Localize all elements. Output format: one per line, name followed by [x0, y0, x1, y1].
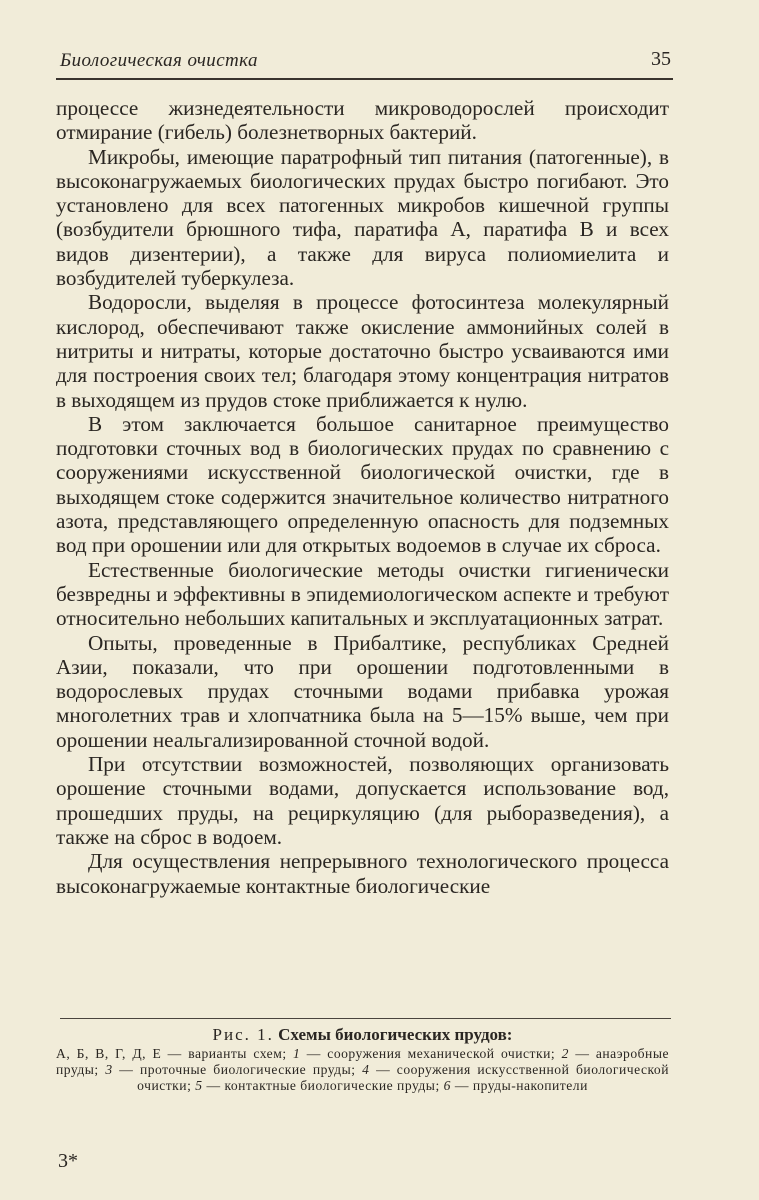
body-text — [56, 96, 669, 898]
paragraph: В этом заключается большое санитарное преимущество подготовки сточных вод в биологических прудах по сравнению с сооружениями искусственной биологической очистки, где в выходящем стоке содержится значительное количество нитратного азота, представляющего определенную опасность для подземных вод при орошении или для открытых водоемов в случае их сброса. — [56, 411, 669, 558]
signature-mark: 3* — [58, 1150, 78, 1172]
paragraph: Водоросли, выделяя в процессе фотосинтеза молекулярный кислород, обеспечивают также окисление аммонийных солей в нитриты и нитраты, которые достаточно быстро усваиваются ими для построения своих тел; благодаря этому концентрация нитратов в выходящем из прудов стоке приближается к нулю. — [56, 290, 669, 412]
paragraph: Естественные биологические методы очистки гигиенически безвредны и эффективны в эпидемиологическом аспекте и требуют относительно небольших капитальных и эксплуатационных затрат. — [56, 557, 669, 631]
figure-caption — [56, 1024, 669, 1094]
running-head-title: Биологическая очистка — [60, 50, 258, 71]
legend-text: — сооружения механической очистки; — [300, 1046, 556, 1061]
legend-number: 6 — [443, 1078, 451, 1093]
paragraph: процессе жизнедеятельности микроводорослей происходит отмирание (гибель) болезнетворных бактерий. — [56, 96, 669, 145]
caption-heading: Схемы биологических прудов: — [278, 1025, 513, 1044]
legend-text: — контактные биологические пруды; — [202, 1078, 440, 1093]
legend-number: 4 — [362, 1062, 370, 1077]
legend-number: 5 — [195, 1078, 203, 1093]
legend-number: 2 — [561, 1046, 569, 1061]
legend-text: — анаэробные пруды; — [56, 1046, 669, 1077]
caption-variants: А, Б, В, Г, Д, Е — варианты схем; — [56, 1046, 287, 1061]
paragraph: Для осуществления непрерывного технологического процесса высоконагружаемые контактные биологические — [56, 849, 669, 898]
legend-text: — сооружения искусственной биологической очистки; — [137, 1062, 669, 1093]
legend-number: 3 — [105, 1062, 113, 1077]
caption-label: Рис. 1. — [212, 1025, 274, 1044]
running-head — [56, 44, 673, 80]
paragraph: При отсутствии возможностей, позволяющих организовать орошение сточными водами, допускается использование вод, прошедших пруды, на рециркуляцию (для рыборазведения), а также на сброс в водоем. — [56, 752, 669, 849]
paragraph: Микробы, имеющие паратрофный тип питания (патогенные), в высоконагружаемых биологических прудах быстро погибают. Это установлено для всех патогенных микробов кишечной группы (возбудители брюшного тифа, паратифа А, паратифа В и всех видов дизентерии), а также для вируса полиомиелита и возбудителей туберкулеза. — [56, 144, 669, 291]
caption-legend — [56, 1046, 669, 1094]
legend-number: 1 — [293, 1046, 301, 1061]
legend-text: — пруды-накопители — [450, 1078, 588, 1093]
page-number: 35 — [651, 48, 671, 70]
caption-divider — [60, 1018, 671, 1019]
legend-text: — проточные биологические пруды; — [112, 1062, 356, 1077]
paragraph: Опыты, проведенные в Прибалтике, республиках Средней Азии, показали, что при орошении подготовленными в водорослевых прудах сточными водами прибавка урожая многолетних трав и хлопчатника была на 5—15% выше, чем при орошении неальгализированной сточной водой. — [56, 630, 669, 752]
caption-title — [56, 1024, 669, 1046]
